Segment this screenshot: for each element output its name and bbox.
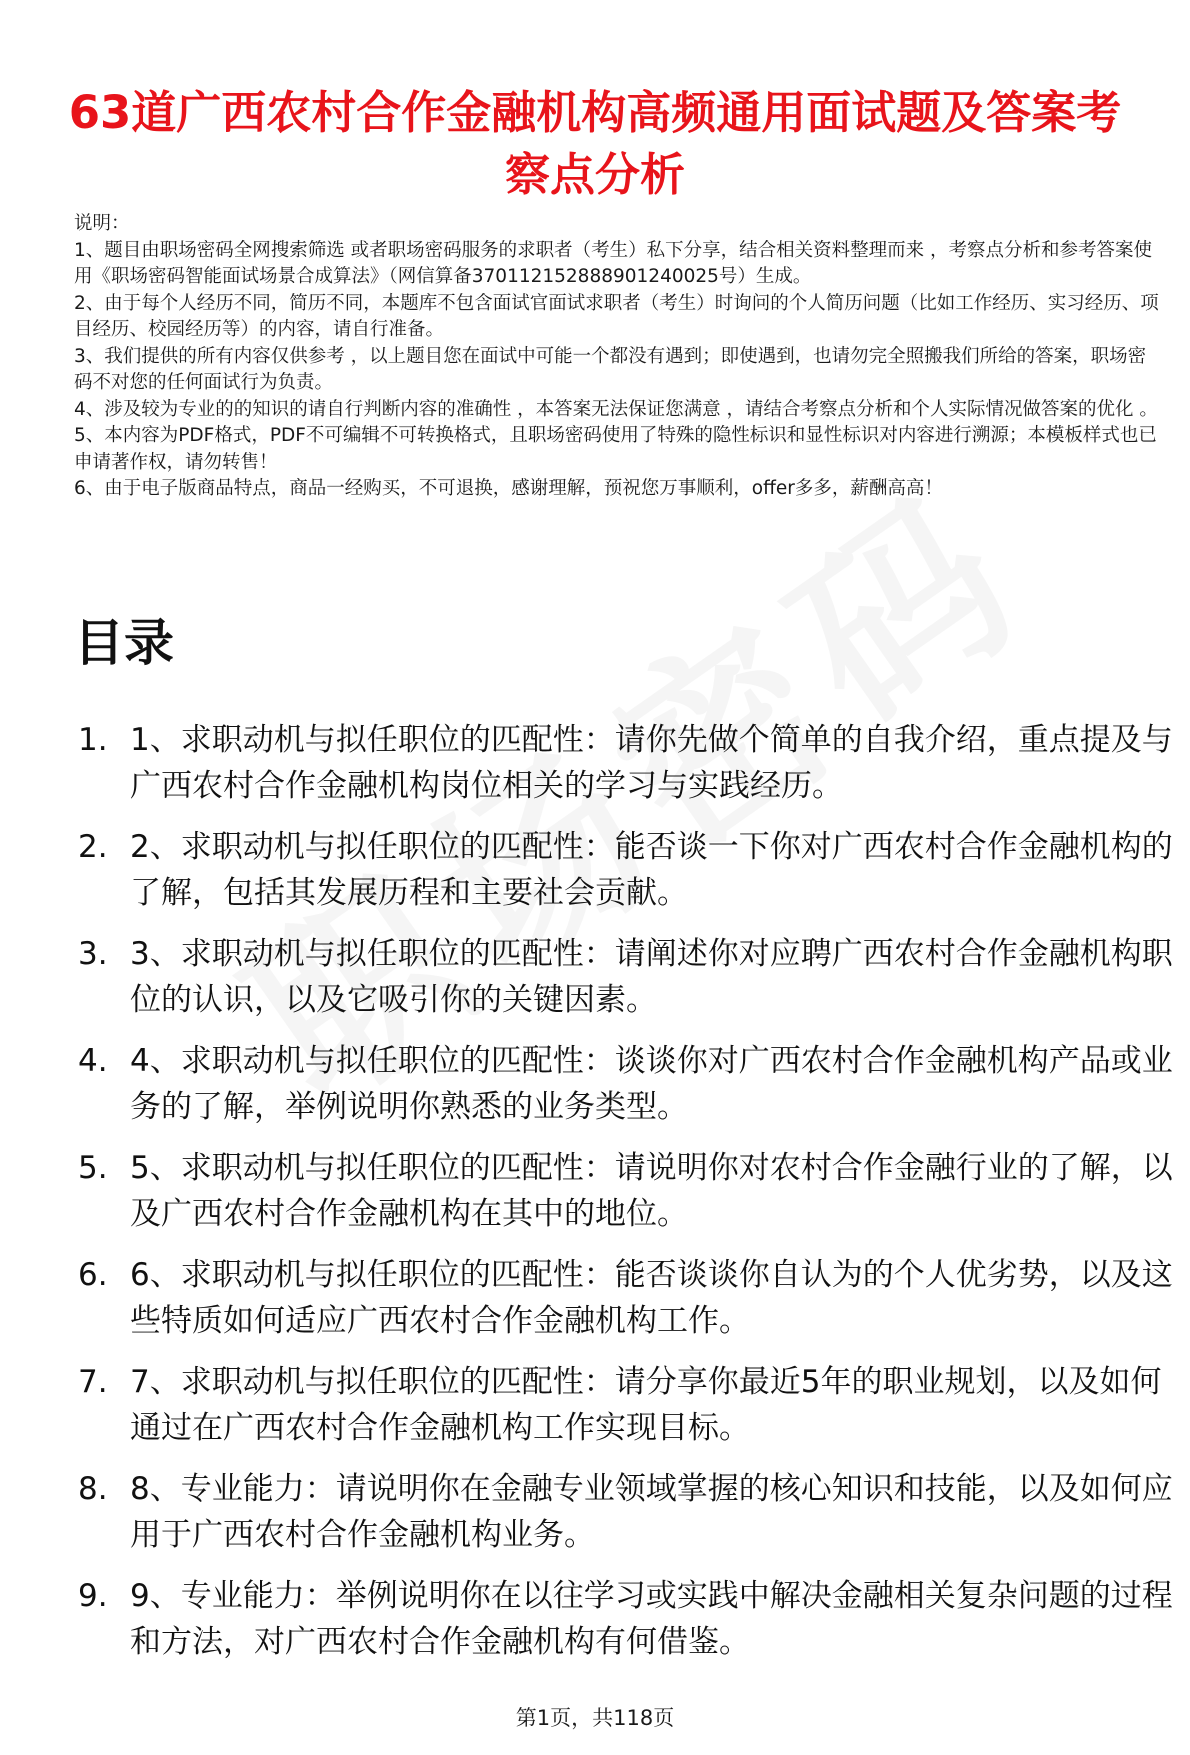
toc-item-text: 5、求职动机与拟任职位的匹配性：请说明你对农村合作金融行业的了解，以及广西农村合作金融机构在其中的地位。	[130, 1150, 1173, 1232]
note-item: 2、由于每个人经历不同，简历不同，本题库不包含面试官面试求职者（考生）时询问的个人简历问题（比如工作经历、实习经历、项目经历、校园经历等）的内容，请自行准备。	[74, 292, 1159, 340]
toc-item-number: 1.	[78, 722, 108, 758]
document-title: 63道广西农村合作金融机构高频通用面试题及答案考察点分析	[68, 86, 1122, 202]
toc-item-number: 3.	[78, 936, 108, 972]
toc-item-number: 2.	[78, 829, 108, 865]
toc-item-text: 3、求职动机与拟任职位的匹配性：请阐述你对应聘广西农村合作金融机构职位的认识，以及它吸引你的关键因素。	[130, 936, 1173, 1018]
notes-heading: 说明：	[74, 213, 130, 234]
toc-item-number: 4.	[78, 1043, 108, 1079]
toc-item[interactable]	[74, 1573, 1174, 1665]
toc-item-text: 6、求职动机与拟任职位的匹配性：能否谈谈你自认为的个人优劣势，以及这些特质如何适应广西农村合作金融机构工作。	[130, 1257, 1173, 1339]
toc-item[interactable]	[74, 1145, 1174, 1237]
toc-item-text: 4、求职动机与拟任职位的匹配性：谈谈你对广西农村合作金融机构产品或业务的了解，举例说明你熟悉的业务类型。	[130, 1043, 1173, 1125]
note-item: 6、由于电子版商品特点，商品一经购买，不可退换，感谢理解，预祝您万事顺利，offer多多，薪酬高高！	[74, 478, 943, 499]
toc-item[interactable]	[74, 1038, 1174, 1130]
notes-section	[74, 211, 1164, 503]
note-item: 4、涉及较为专业的的知识的请自行判断内容的准确性 ，本答案无法保证您满意 ，请结合考察点分析和个人实际情况做答案的优化 。	[74, 398, 1158, 420]
toc-item-number: 6.	[78, 1257, 108, 1293]
page-number: 第1页，共118页	[515, 1706, 675, 1730]
toc-item-number: 8.	[78, 1471, 108, 1507]
toc-item[interactable]	[74, 1252, 1174, 1344]
toc-item-number: 7.	[78, 1364, 108, 1400]
note-item: 5、本内容为PDF格式，PDF不可编辑不可转换格式，且职场密码使用了特殊的隐性标识和显性标识对内容进行溯源；本模板样式也已申请著作权，请勿转售！	[74, 425, 1157, 473]
note-item: 3、我们提供的所有内容仅供参考 ，以上题目您在面试中可能一个都没有遇到；即使遇到，也请勿完全照搬我们所给的答案，职场密码不对您的任何面试行为负责。	[74, 345, 1147, 393]
table-of-contents	[74, 717, 1174, 1680]
toc-item-text: 2、求职动机与拟任职位的匹配性：能否谈一下你对广西农村合作金融机构的了解，包括其发展历程和主要社会贡献。	[130, 829, 1173, 911]
toc-item-text: 7、求职动机与拟任职位的匹配性：请分享你最近5年的职业规划，以及如何通过在广西农村合作金融机构工作实现目标。	[130, 1364, 1162, 1446]
toc-item[interactable]	[74, 824, 1174, 916]
toc-item[interactable]	[74, 717, 1174, 809]
note-item: 1、题目由职场密码全网搜索筛选 或者职场密码服务的求职者（考生）私下分享，结合相关资料整理而来 ，考察点分析和参考答案使用《职场密码智能面试场景合成算法》（网信算备370112152888901240025号）生成。	[74, 239, 1153, 287]
toc-item-number: 9.	[78, 1578, 108, 1614]
toc-heading: 目录	[74, 614, 174, 672]
toc-item-text: 8、专业能力：请说明你在金融专业领域掌握的核心知识和技能，以及如何应用于广西农村合作金融机构业务。	[130, 1471, 1173, 1553]
toc-item[interactable]	[74, 931, 1174, 1023]
toc-item[interactable]	[74, 1359, 1174, 1451]
toc-item[interactable]	[74, 1466, 1174, 1558]
toc-item-text: 1、求职动机与拟任职位的匹配性：请你先做个简单的自我介绍，重点提及与广西农村合作金融机构岗位相关的学习与实践经历。	[130, 722, 1173, 804]
toc-item-text: 9、专业能力：举例说明你在以往学习或实践中解决金融相关复杂问题的过程和方法，对广西农村合作金融机构有何借鉴。	[130, 1578, 1173, 1660]
toc-item-number: 5.	[78, 1150, 108, 1186]
